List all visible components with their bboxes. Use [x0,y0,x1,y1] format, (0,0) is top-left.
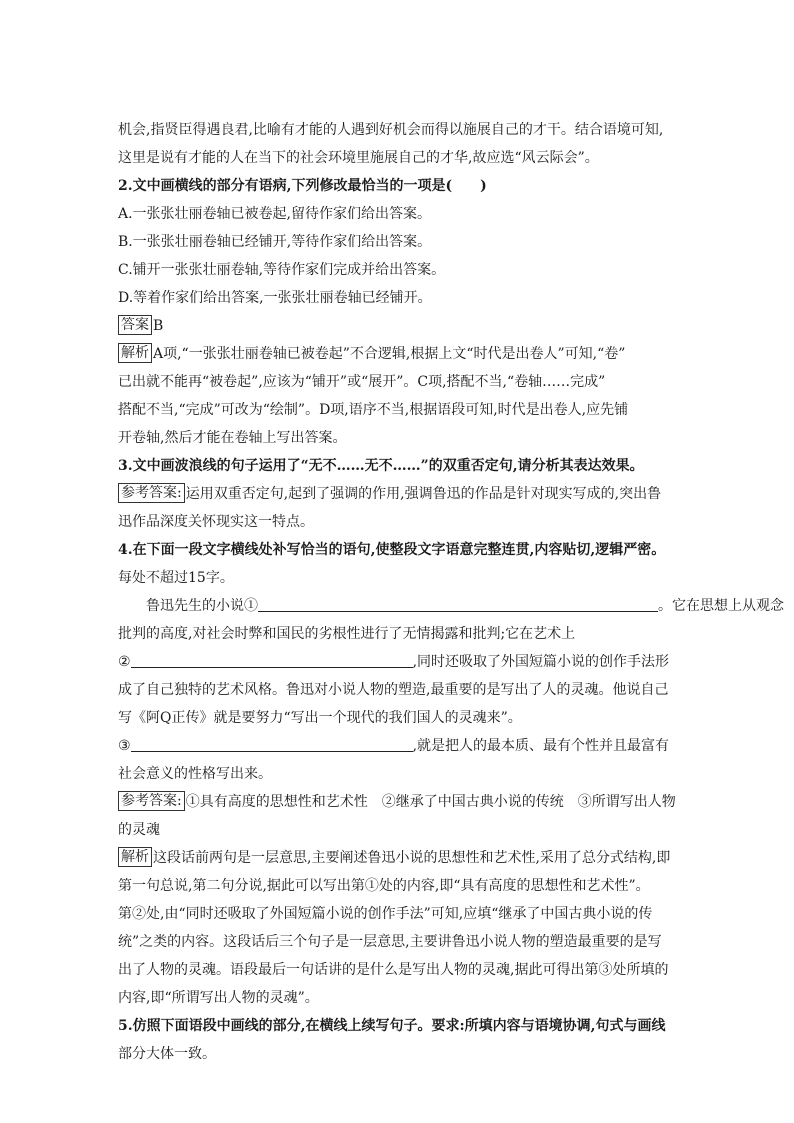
passage-text: 鲁迅先生的小说① [146,598,258,614]
question-5-stem-line-2: 部分大体一致。 [118,1046,216,1062]
reference-answer-text: 运用双重否定句,起到了强调的作用,强调鲁迅的作品是针对现实写成的,突出鲁 [185,486,662,502]
passage-text: ② [118,654,131,670]
question-5-stem-line-1: 5.仿照下面语段中画线的部分,在横线上续写句子。要求:所填内容与语境协调,句式与画线 [118,1018,666,1034]
q2-analysis-line-2: 已出就不能再“被卷起”,应该为“铺开”或“展开”。C项,搭配不当,“卷轴……完成” [118,374,606,390]
option-c: C.铺开一张张壮丽卷轴,等待作家们完成并给出答案。 [118,262,446,278]
q4-analysis-line-5: 出了人物的灵魂。语段最后一句话讲的是什么是写出人物的灵魂,据此可得出第③处所填的 [118,962,669,978]
q4-analysis-line-6: 内容,即“所谓写出人物的灵魂”。 [118,990,319,1006]
fill-blank-2[interactable] [131,651,413,668]
q2-analysis-line-1 [118,340,678,368]
q4-reference-line-2: 的灵魂 [118,822,160,838]
answer-value: B [153,318,164,334]
q3-reference-line-1 [118,480,678,508]
analysis-text: 这段话前两句是一层意思,主要阐述鲁迅小说的思想性和艺术性,采用了总分式结构,即 [153,850,671,866]
answer-label: 答案 [118,315,152,335]
reference-answer-label: 参考答案: [118,791,185,811]
analysis-label: 解析 [118,847,152,867]
passage-text: ,同时还吸取了外国短篇小说的创作手法形 [412,654,670,670]
q1-explanation-line-2: 这里是说有才能的人在当下的社会环境里施展自己的才华,故应选“风云际会”。 [118,150,599,166]
document-page [118,116,784,1068]
question-2-stem: 2.文中画横线的部分有语病,下列修改最恰当的一项是( ) [118,178,487,194]
q4-analysis-line-1 [118,844,678,872]
passage-text: ,就是把人的最本质、最有个性并且最富有 [412,738,670,754]
option-b: B.一张张壮丽卷轴已经铺开,等待作家们给出答案。 [118,234,432,250]
question-3-stem: 3.文中画波浪线的句子运用了“无不……无不……”的双重否定句,请分析其表达效果。 [118,458,644,474]
fill-blank-3[interactable] [131,735,413,752]
question-4-stem-line-1: 4.在下面一段文字横线处补写恰当的语句,使整段文字语意完整连贯,内容贴切,逻辑严密。 [118,542,666,558]
option-d: D.等着作家们给出答案,一张张壮丽卷轴已经铺开。 [118,290,432,306]
passage-line-2: 批判的高度,对社会时弊和国民的劣根性进行了无情揭露和批判;它在艺术上 [118,626,576,642]
passage-text: 。它在思想上从观念 [658,598,784,614]
reference-answer-text: ①具有高度的思想性和艺术性 ②继承了中国古典小说的传统 ③所谓写出人物 [185,794,676,810]
q2-analysis-line-4: 开卷轴,然后才能在卷轴上写出答案。 [118,430,347,446]
passage-line-3 [118,648,678,676]
fill-blank-1[interactable] [258,595,658,612]
q2-answer [118,312,678,340]
analysis-text: A项,“一张张壮丽卷轴已被卷起”不合逻辑,根据上文“时代是出卷人”可知,“卷” [153,346,626,362]
q2-analysis-line-3: 搭配不当,“完成”可改为“绘制”。D项,语序不当,根据语段可知,时代是出卷人,应先铺 [118,402,629,418]
q4-analysis-line-4: 统”之类的内容。这段话后三个句子是一层意思,主要讲鲁迅小说人物的塑造最重要的是写 [118,934,662,950]
passage-line-4: 成了自己独特的艺术风格。鲁迅对小说人物的塑造,最重要的是写出了人的灵魂。他说自己 [118,682,669,698]
q3-reference-line-2: 迅作品深度关怀现实这一特点。 [118,514,314,530]
reference-answer-label: 参考答案: [118,483,185,503]
option-a: A.一张张壮丽卷轴已被卷起,留待作家们给出答案。 [118,206,432,222]
q4-reference-line-1 [118,788,678,816]
passage-line-1 [118,592,784,620]
passage-text: ③ [118,738,131,754]
q4-analysis-line-2: 第一句总说,第二句分说,据此可以写出第①处的内容,即“具有高度的思想性和艺术性”。 [118,878,650,894]
passage-line-6 [118,732,678,760]
passage-line-5: 写《阿Q正传》就是要努力“写出一个现代的我们国人的灵魂来”。 [118,710,522,726]
passage-line-7: 社会意义的性格写出来。 [118,766,272,782]
analysis-label: 解析 [118,343,152,363]
question-4-stem-line-2: 每处不超过15字。 [118,570,234,586]
q4-analysis-line-3: 第②处,由“同时还吸取了外国短篇小说的创作手法”可知,应填“继承了中国古典小说的传 [118,906,653,922]
q1-explanation-line-1: 机会,指贤臣得遇良君,比喻有才能的人遇到好机会而得以施展自己的才干。结合语境可知, [118,122,664,138]
